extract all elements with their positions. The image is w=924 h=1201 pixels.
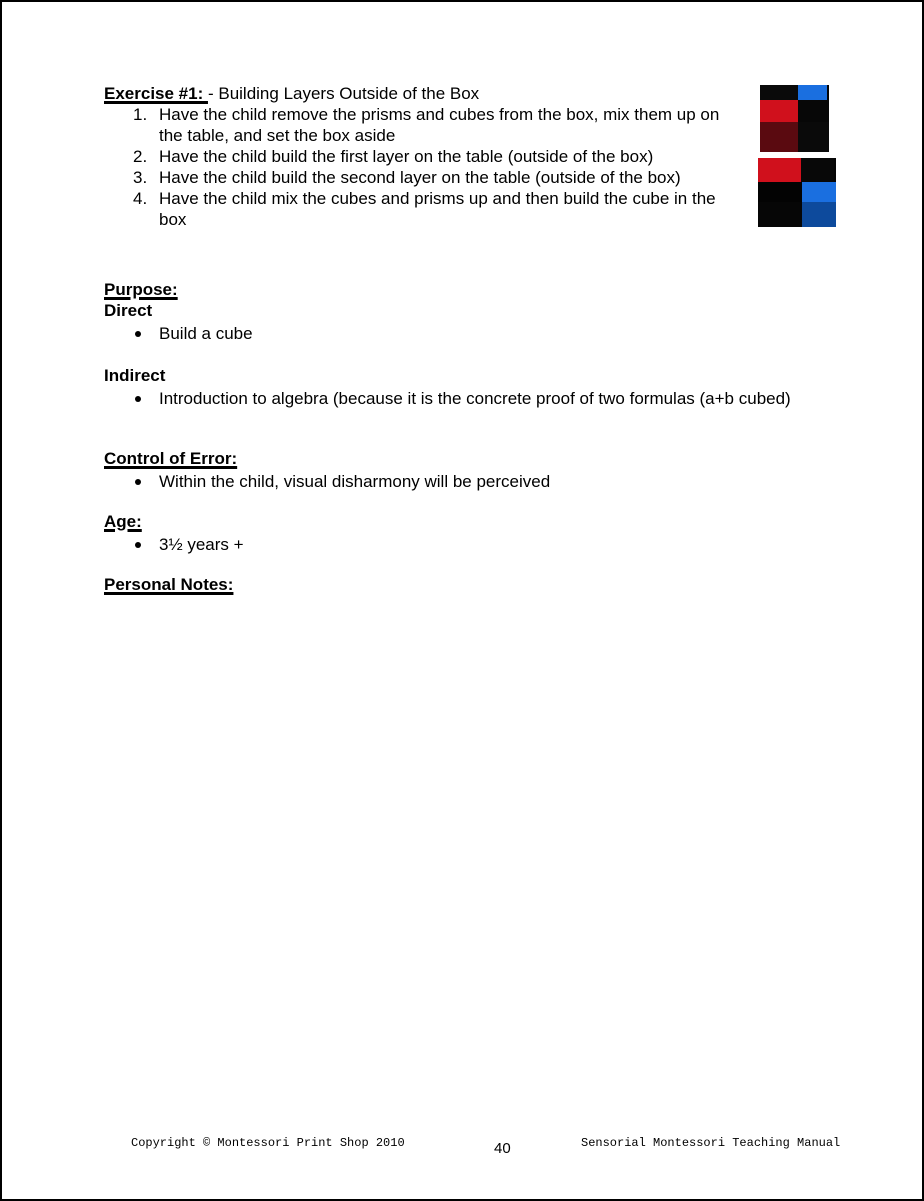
- step-number: 2.: [133, 147, 148, 166]
- exercise-step: [104, 167, 734, 188]
- purpose-indirect-list: [104, 388, 844, 409]
- step-text: Have the child mix the cubes and prisms up and then build the cube in the box: [159, 189, 716, 229]
- footer-copyright: Copyright © Montessori Print Shop 2010: [131, 1136, 405, 1150]
- footer-page-number: 40: [494, 1140, 511, 1157]
- step-number: 3.: [133, 168, 148, 187]
- cube-cell-black: [798, 122, 829, 152]
- step-text: Have the child build the second layer on the table (outside of the box): [159, 168, 681, 187]
- step-text: Have the child remove the prisms and cubes from the box, mix them up on the table, and set the box aside: [159, 105, 720, 145]
- step-number: 4.: [133, 189, 148, 208]
- exercise-step: [104, 188, 734, 230]
- cube-cell-black: [758, 182, 802, 202]
- exercise-step: [104, 146, 734, 167]
- exercise-title: - Building Layers Outside of the Box: [207, 84, 480, 103]
- personal-notes-heading: Personal Notes:: [104, 575, 234, 594]
- page-content: [104, 83, 844, 595]
- cube-cell-black: [801, 158, 834, 182]
- exercise-heading-line: [104, 83, 844, 104]
- purpose-direct-list: [104, 323, 844, 344]
- cube-cell-black: [760, 85, 798, 100]
- control-of-error-item: Within the child, visual disharmony will be perceived: [104, 471, 844, 492]
- age-heading: Age:: [104, 512, 142, 531]
- binomial-cube-bottom-layer-photo: [758, 158, 836, 227]
- cube-cell-dark-blue: [802, 202, 836, 227]
- cube-cell-red: [760, 100, 798, 122]
- purpose-indirect-item: Introduction to algebra (because it is the concrete proof of two formulas (a+b cubed): [104, 388, 844, 409]
- purpose-heading: Purpose:: [104, 280, 178, 299]
- cube-cell-blue: [798, 85, 827, 100]
- purpose-direct-item: Build a cube: [104, 323, 844, 344]
- purpose-indirect-label: Indirect: [104, 366, 166, 385]
- cube-cell-red: [758, 158, 801, 182]
- control-of-error-heading: Control of Error:: [104, 449, 238, 468]
- cube-cell-black: [758, 202, 802, 227]
- control-of-error-list: [104, 471, 844, 492]
- age-list: [104, 534, 844, 555]
- exercise-step: [104, 104, 734, 146]
- step-number: 1.: [133, 105, 148, 124]
- purpose-direct-label: Direct: [104, 301, 153, 320]
- binomial-cube-top-layer-photo: [760, 85, 829, 152]
- age-item: 3½ years +: [104, 534, 844, 555]
- cube-cell-blue: [802, 182, 836, 202]
- exercise-steps-list: [104, 104, 734, 230]
- footer-manual-title: Sensorial Montessori Teaching Manual: [581, 1136, 841, 1150]
- cube-cell-dark-red: [760, 122, 798, 152]
- cube-cell-black: [798, 100, 829, 122]
- step-text: Have the child build the first layer on the table (outside of the box): [159, 147, 654, 166]
- exercise-label: Exercise #1:: [104, 84, 208, 103]
